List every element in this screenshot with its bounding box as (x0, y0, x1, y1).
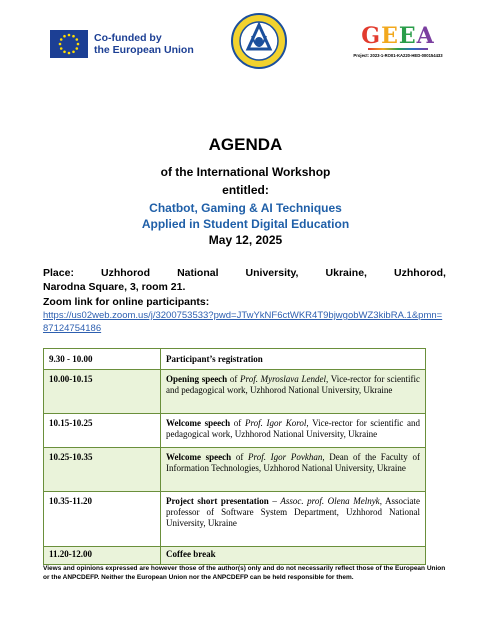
speaker-role: , Vice-rector for scientific and pedagogical work, Uzhhorod National University, Ukraine (166, 374, 420, 395)
zoom-link[interactable]: https://us02web.zoom.us/j/3200753533?pwd=JTwYkNF6ctWKR4T9bjwgobWZ3kibRA.1&pmn=87124754186 (43, 310, 443, 334)
speaker-role: , Vice-rector for scientific and pedagogical work, Uzhhorod National University, Ukraine (166, 418, 420, 439)
event-connector: – (268, 496, 281, 506)
time-cell: 10.25-10.35 (44, 448, 161, 492)
workshop-line: of the International Workshop (160, 165, 331, 179)
time-cell: 10.15-10.25 (44, 414, 161, 448)
place-line1 (43, 266, 446, 280)
place-word: University, (245, 267, 299, 279)
geea-wordmark (348, 24, 448, 48)
workshop-title-line1: Chatbot, Gaming & AI Techniques (149, 201, 342, 215)
speaker-name: Prof. Igor Korol (244, 418, 307, 428)
workshop-title-line2: Applied in Student Digital Education (141, 217, 350, 231)
geea-letter: E (398, 23, 417, 49)
speaker-name: Prof. Myroslava Lendel (240, 374, 326, 384)
eu-line1: Co-funded by (94, 32, 162, 44)
table-row (44, 492, 426, 547)
table-row (44, 547, 426, 565)
zoom-label: Zoom link for online participants: (43, 296, 210, 308)
time-cell: 9.30 - 10.00 (44, 349, 161, 370)
geea-letter: A (416, 23, 435, 49)
university-seal-icon (230, 12, 288, 70)
eu-flag-icon (50, 30, 88, 58)
geea-logo (348, 24, 448, 58)
disclaimer-text: Views and opinions expressed are however those of the author(s) only and do not necessarily reflect those of the European Union or the ANPCDEFP. Neither the European Union nor the ANPCDEFP can be held responsible for them. (43, 565, 446, 581)
speaker-name: Prof. Igor Povkhan (248, 452, 323, 462)
table-row (44, 349, 426, 370)
event-lead: Welcome speech (166, 418, 231, 428)
table-row (44, 448, 426, 492)
place-word: Ukraine, (325, 267, 367, 279)
place-word: National (177, 267, 219, 279)
workshop-date: May 12, 2025 (208, 233, 283, 247)
event-connector: of (230, 418, 245, 428)
speaker-role: , Associate professor of Software System Department, Uzhhorod National University, Ukraine (166, 496, 420, 528)
eu-cofunded-text (94, 32, 194, 56)
geea-letter: G (361, 23, 382, 49)
time-cell: 10.35-11.20 (44, 492, 161, 547)
event-lead: Project short presentation (166, 496, 269, 506)
event-cell (161, 492, 426, 547)
event-cell (161, 547, 426, 565)
event-connector: of (231, 452, 249, 462)
eu-cofunded-logo (50, 30, 194, 58)
place-word: Uzhhorod, (394, 267, 446, 279)
event-cell (161, 349, 426, 370)
place-word: Place: (43, 267, 74, 279)
page-title: AGENDA (208, 135, 283, 154)
event-connector: of (227, 374, 241, 384)
event-lead: Opening speech (166, 374, 228, 384)
agenda-table (43, 348, 426, 565)
table-row (44, 414, 426, 448)
place-line2: Narodna Square, 3, room 21. (43, 281, 186, 293)
event-cell (161, 370, 426, 414)
eu-line2: the European Union (94, 44, 194, 56)
place-word: Uzhhorod (101, 267, 150, 279)
geea-letter: E (381, 23, 399, 49)
speaker-role: , Dean of the Faculty of Information Technologies, Uzhhorod National University, Ukraine (166, 452, 420, 473)
speaker-name: Assoc. prof. Olena Melnyk (280, 496, 380, 506)
event-lead: Welcome speech (166, 452, 232, 462)
geea-project-number: Project: 2023-1-RO01-KA220-HED-000154433 (353, 53, 443, 58)
event-cell (161, 414, 426, 448)
time-cell: 11.20-12.00 (44, 547, 161, 565)
time-cell: 10.00-10.15 (44, 370, 161, 414)
table-row (44, 370, 426, 414)
entitled-line: entitled: (222, 183, 269, 197)
event-lead: Participant’s registration (166, 354, 263, 364)
event-cell (161, 448, 426, 492)
event-lead: Coffee break (166, 549, 216, 559)
